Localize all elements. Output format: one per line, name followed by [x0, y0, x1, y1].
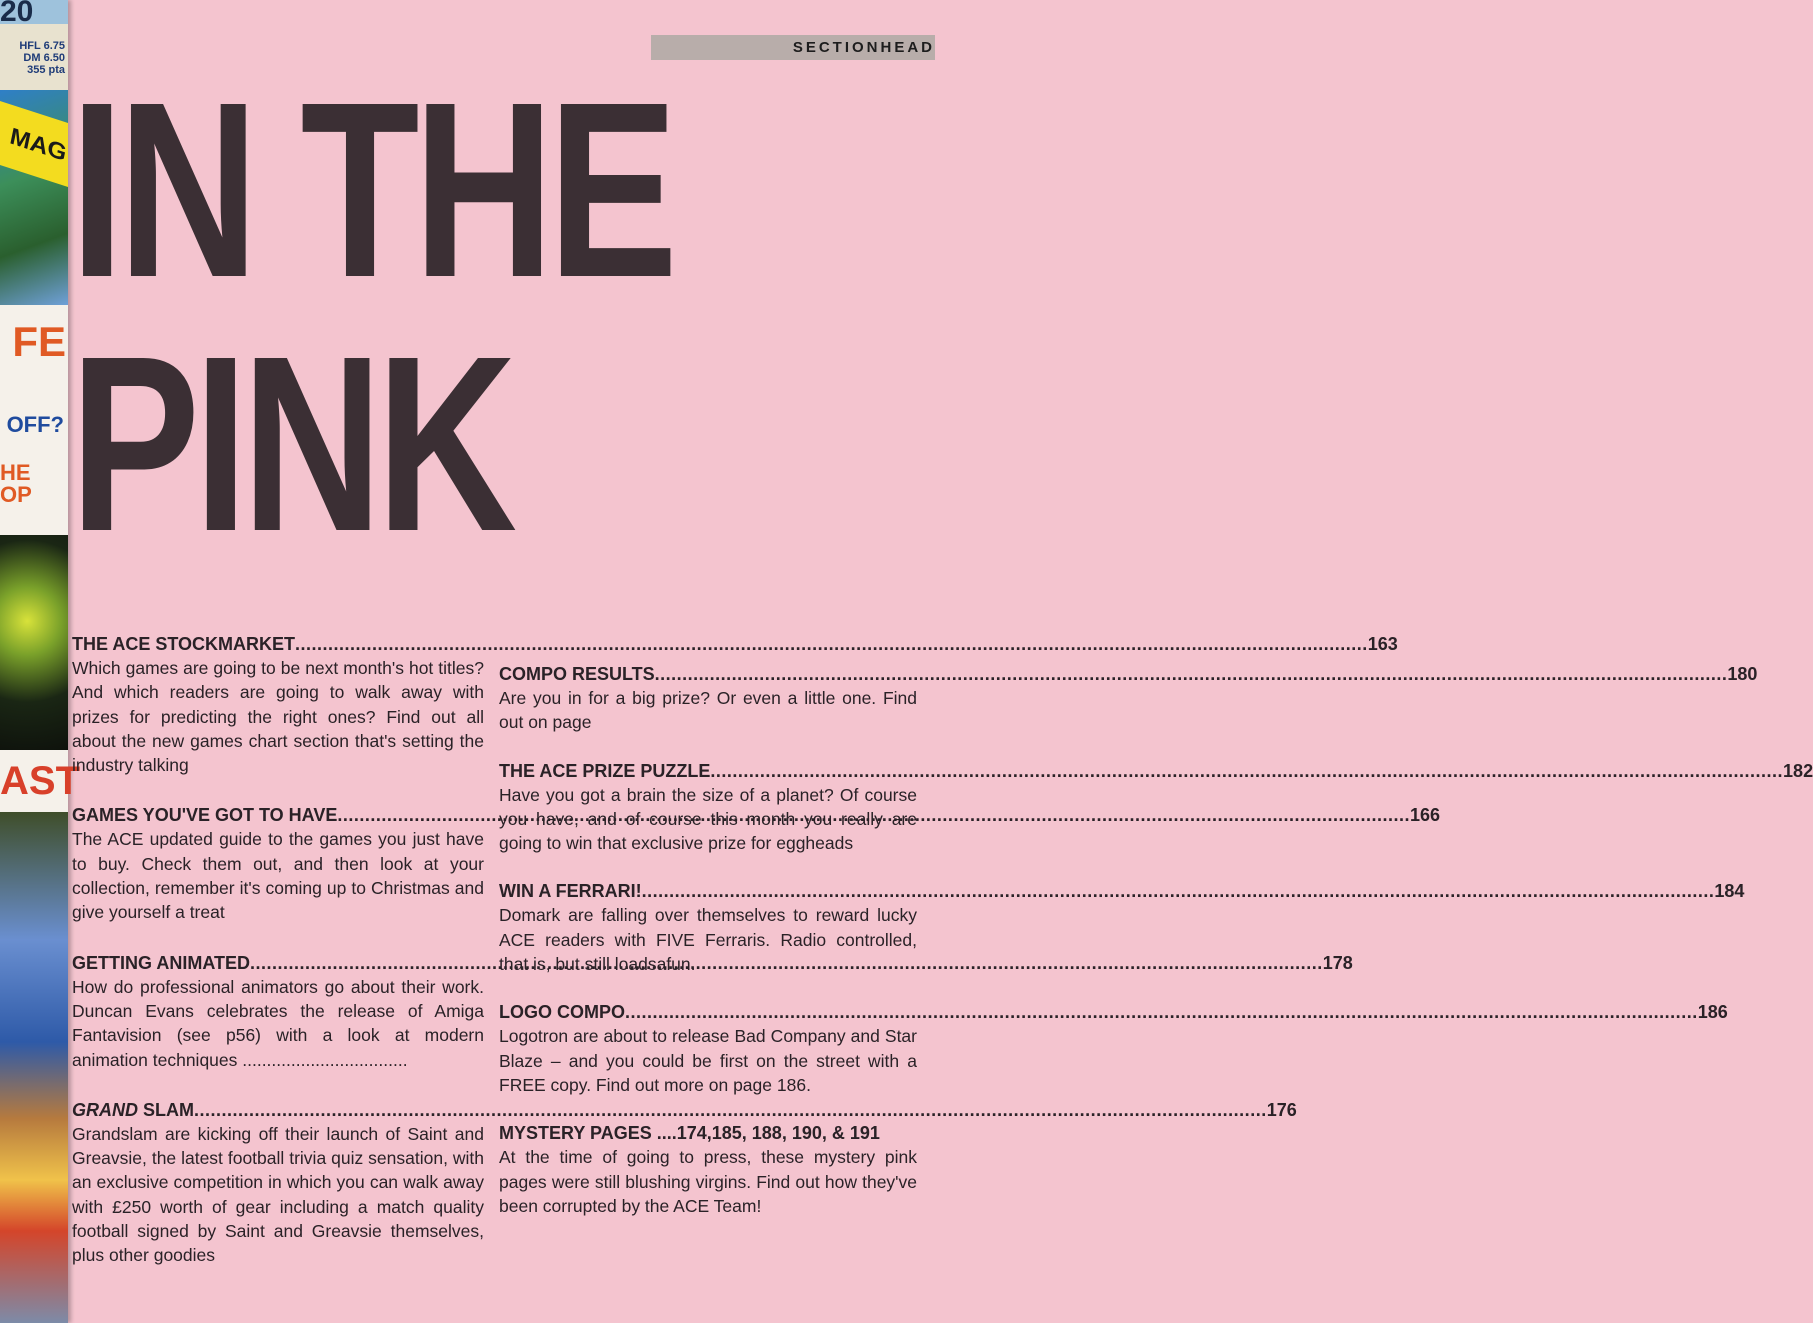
entry-heading	[499, 662, 1758, 686]
entry-page: 184	[1714, 881, 1745, 902]
entry-body: At the time of going to press, these mystery pink pages were still blushing virgins. Find out how they've been corrupted by the ACE Team!	[499, 1147, 917, 1216]
cover-image-middle	[0, 535, 68, 750]
entry-title: THE ACE PRIZE PUZZLE	[499, 760, 711, 781]
entry-body: How do professional animators go about their work. Duncan Evans celebrates the release of Amiga Fantavision (see p56) with a look at modern animation techniques ..................................	[72, 976, 484, 1070]
entry-title: GETTING ANIMATED	[72, 952, 250, 973]
entry-heading	[72, 803, 1441, 827]
entry-heading	[499, 1000, 1728, 1024]
entry-body: Have you got a brain the size of a planet? Of course you have, and of course this month you really are going to win that exclusive prize for eggheads	[499, 784, 917, 854]
entry-title: THE ACE STOCKMARKET	[72, 634, 296, 654]
entry-heading	[499, 1121, 917, 1145]
cover-text-he	[0, 462, 68, 506]
entry-title: LOGO COMPO	[499, 1002, 625, 1023]
dot-leader	[625, 1000, 1698, 1024]
cover-text-op-line: OP	[0, 482, 32, 507]
dot-leader	[295, 632, 1368, 656]
page-headline	[70, 50, 672, 583]
entry-heading	[499, 759, 1813, 783]
dot-leader	[655, 662, 1728, 686]
contents-entry-compo-results[interactable]	[499, 662, 1758, 735]
entry-title: MYSTERY PAGES	[499, 1123, 652, 1144]
entry-heading	[72, 951, 1353, 975]
entry-page: 178	[1322, 952, 1353, 973]
contents-entry-mystery-pages[interactable]	[499, 1121, 917, 1218]
entry-page: 166	[1410, 805, 1441, 826]
entry-title: SLAM	[138, 1099, 194, 1120]
cover-text-ast: AST	[0, 750, 68, 812]
entry-body: Logotron are about to release Bad Company and Star Blaze – and you could be first on the street with a FREE copy. Find out more on page 186.	[499, 1026, 917, 1095]
entry-body: Grandslam are kicking off their launch of Saint and Greavsie, the latest football trivia quiz sensation, with an exclusive competition in which you can walk away with £250 worth of gear including a match quality football signed by Saint and Greavsie themselves, plus other goodies	[72, 1123, 484, 1266]
cover-text-fe: FE	[12, 318, 66, 365]
dot-leader	[642, 879, 1715, 903]
entry-title: COMPO RESULTS	[499, 664, 655, 684]
cover-text-he-line: HE	[0, 460, 31, 485]
headline-line-1: IN THE	[70, 50, 672, 329]
headline-line-2: PINK	[70, 304, 511, 583]
entry-heading	[72, 1098, 1297, 1122]
entry-page: 163	[1367, 634, 1398, 654]
contents-entry-logo-compo[interactable]	[499, 1000, 1728, 1097]
price-hfl: HFL 6.75	[19, 40, 65, 52]
entry-body: Which games are going to be next month's hot titles? And which readers are going to walk away with prizes for predicting the right ones? Find out all about the new games chart section that's setting the industry talking	[72, 658, 484, 776]
entry-title: WIN A FERRARI!	[499, 881, 642, 902]
cover-prices	[0, 40, 68, 76]
section-head: SECTIONHEAD	[651, 35, 935, 60]
entry-page: ....174,185, 188, 190, & 191	[656, 1123, 880, 1144]
entry-title: GAMES YOU'VE GOT TO HAVE	[72, 805, 338, 826]
entry-title-italic: GRAND	[72, 1099, 138, 1120]
entry-body: Are you in for a big prize? Or even a little one. Find out on page	[499, 688, 917, 733]
price-dm: DM 6.50	[23, 52, 65, 64]
cover-text-off: OFF?	[6, 412, 64, 437]
entry-page: 182	[1783, 760, 1813, 781]
cover-page-number: 20	[0, 0, 68, 24]
entry-page: 180	[1727, 664, 1758, 684]
cover-image-bottom	[0, 812, 68, 1323]
price-pta: 355 pta	[27, 64, 65, 76]
entry-body: The ACE updated guide to the games you just have to buy. Check them out, and then look at your collection, remember it's coming up to Christmas and give yourself a treat	[72, 829, 484, 923]
entry-heading	[72, 632, 1398, 656]
entry-body: Domark are falling over themselves to reward lucky ACE readers with FIVE Ferraris. Radio controlled, that is, but still loadsafun.	[499, 905, 917, 975]
entry-page: 176	[1266, 1099, 1297, 1120]
entry-heading	[499, 879, 1745, 903]
dot-leader	[710, 759, 1783, 783]
adjacent-cover-strip	[0, 0, 80, 1323]
cover-mag-banner: MAG	[0, 101, 68, 187]
entry-page: 186	[1697, 1002, 1728, 1023]
